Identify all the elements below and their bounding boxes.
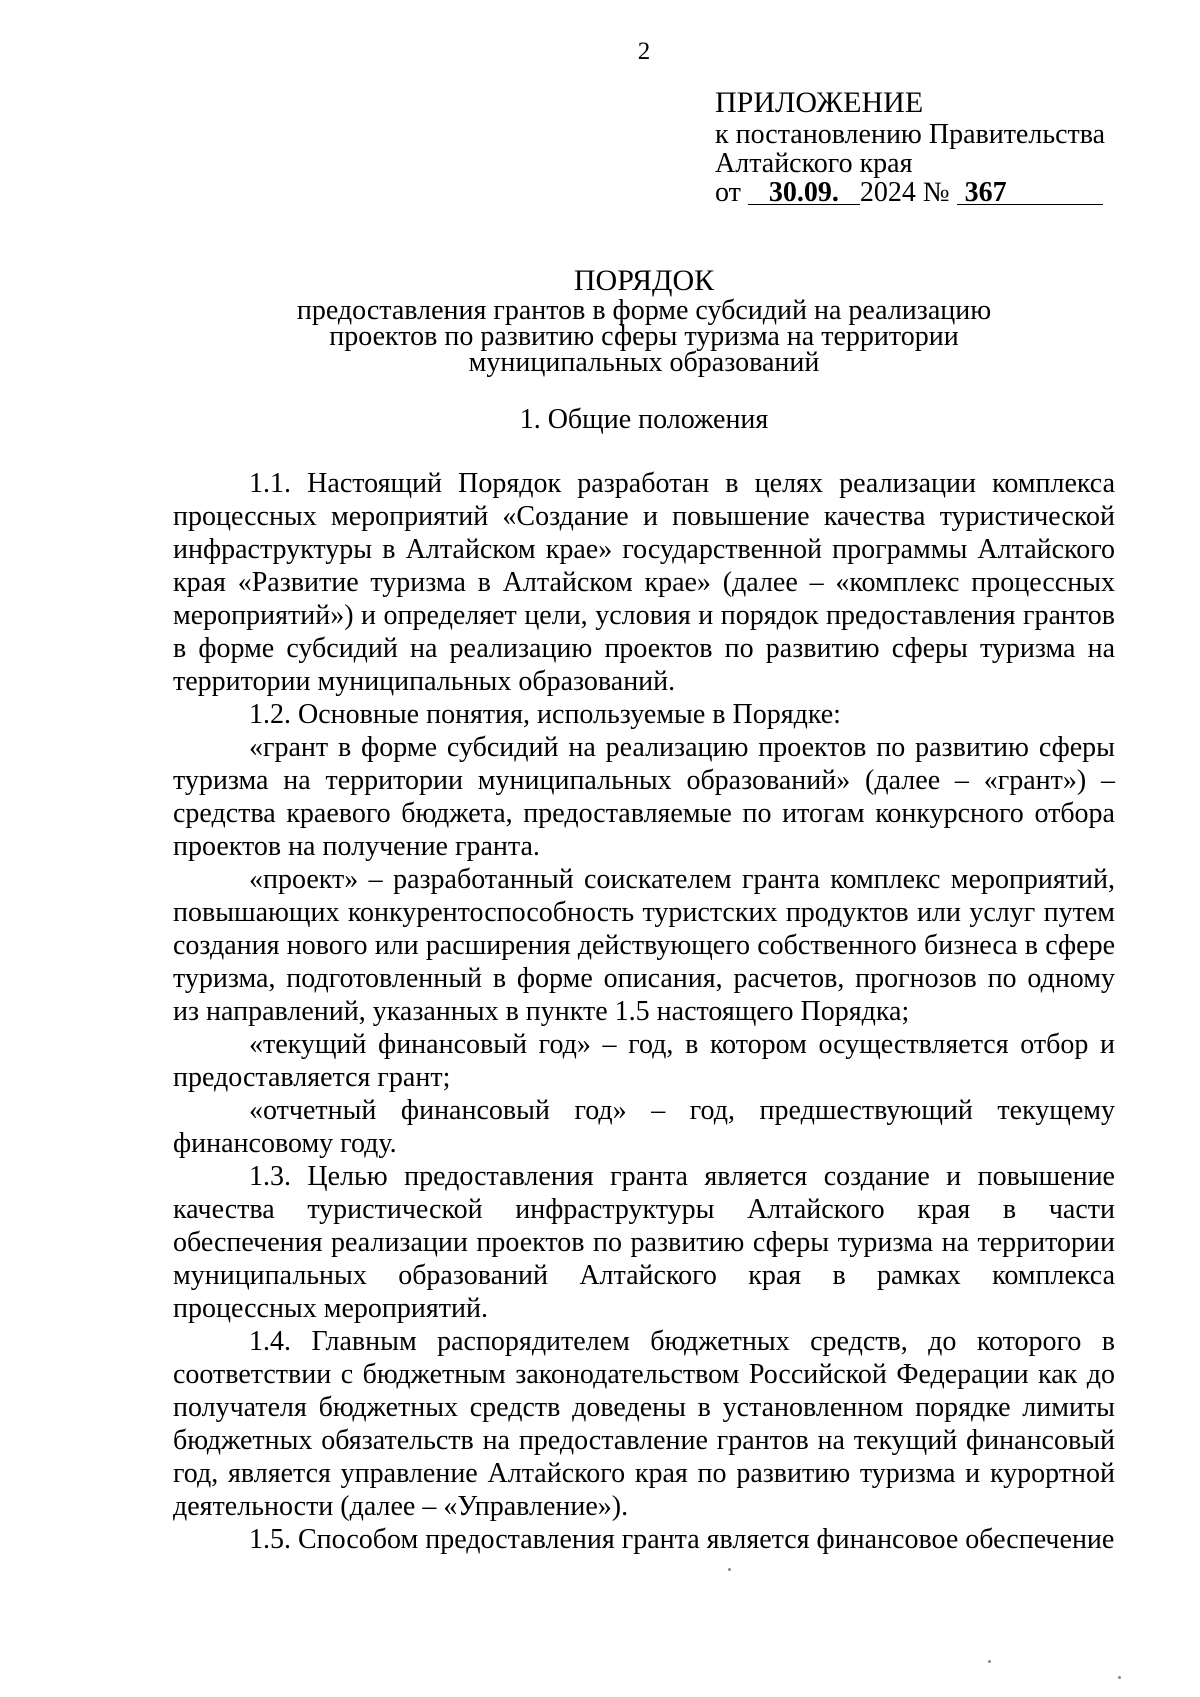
appendix-line-1: к постановлению Правительства bbox=[715, 119, 1106, 150]
title-line-1: предоставления грантов в форме субсидий на реализацию bbox=[296, 295, 992, 326]
scan-artifact bbox=[988, 1660, 991, 1663]
paragraph: 1.4. Главным распорядителем бюджетных средств, до которого в соответствии с бюджетным законодательством Российской Федерации как до получателя бюджетных средств доведены в установленном порядке лимиты бюджетных обязательств на предоставление грантов на текущий финансовый год, является управление Алтайского края по развитию туризма и курортной деятельности (далее – «Управление»). bbox=[173, 1326, 1115, 1522]
title-line-2: проектов по развитию сферы туризма на территории bbox=[329, 321, 959, 352]
title-main: ПОРЯДОК bbox=[573, 264, 715, 297]
section-heading: 1. Общие положения bbox=[519, 404, 769, 435]
year-text: 2024 № bbox=[859, 177, 950, 208]
paragraph: 1.2. Основные понятия, используемые в Порядке: bbox=[249, 699, 841, 730]
appendix-heading: ПРИЛОЖЕНИЕ bbox=[715, 86, 924, 119]
paragraph: «проект» – разработанный соискателем гранта комплекс мероприятий, повышающих конкурентоспособность туристских продуктов или услуг путем создания нового или расширения действующего собственного бизнеса в сфере туризма, подготовленный в форме описания, расчетов, прогнозов по одному из направлений, указанных в пункте 1.5 настоящего Порядка; bbox=[173, 864, 1115, 1027]
paragraph: 1.1. Настоящий Порядок разработан в целях реализации комплекса процессных мероприятий «Создание и повышение качества туристической инфраструктуры в Алтайском крае» государственной программы Алтайского края «Развитие туризма в Алтайском крае» (далее – «комплекс процессных мероприятий») и определяет цели, условия и порядок предоставления грантов в форме субсидий на реализацию проектов по развитию сферы туризма на территории муниципальных образований. bbox=[173, 468, 1115, 697]
appendix-header bbox=[715, 88, 1115, 212]
page-number: 2 bbox=[637, 38, 651, 65]
date-value: 30.09. bbox=[748, 182, 860, 205]
date-prefix: от bbox=[715, 177, 741, 208]
paragraph: 1.3. Целью предоставления гранта является создание и повышение качества туристической инфраструктуры Алтайского края в части обеспечения реализации проектов по развитию сферы туризма на территории муниципальных образований Алтайского края в рамках комплекса процессных мероприятий. bbox=[173, 1161, 1115, 1324]
title-line-3: муниципальных образований bbox=[468, 347, 820, 378]
scan-artifact bbox=[1118, 1676, 1121, 1679]
appendix-date-line bbox=[715, 178, 1115, 212]
paragraph: «грант в форме субсидий на реализацию проектов по развитию сферы туризма на территории муниципальных образований» (далее – «грант») – средства краевого бюджета, предоставляемые по итогам конкурсного отбора проектов на получение гранта. bbox=[173, 732, 1115, 862]
scan-artifact bbox=[728, 1568, 731, 1571]
document-number: 367 bbox=[957, 182, 1103, 205]
paragraph: 1.5. Способом предоставления гранта является финансовое обеспечение bbox=[249, 1524, 1115, 1555]
body-text bbox=[173, 467, 1115, 1556]
paragraph: «отчетный финансовый год» – год, предшествующий текущему финансовому году. bbox=[173, 1095, 1115, 1159]
paragraph: «текущий финансовый год» – год, в котором осуществляется отбор и предоставляется грант; bbox=[173, 1029, 1115, 1093]
appendix-line-2: Алтайского края bbox=[715, 148, 913, 179]
document-title bbox=[200, 264, 1088, 376]
